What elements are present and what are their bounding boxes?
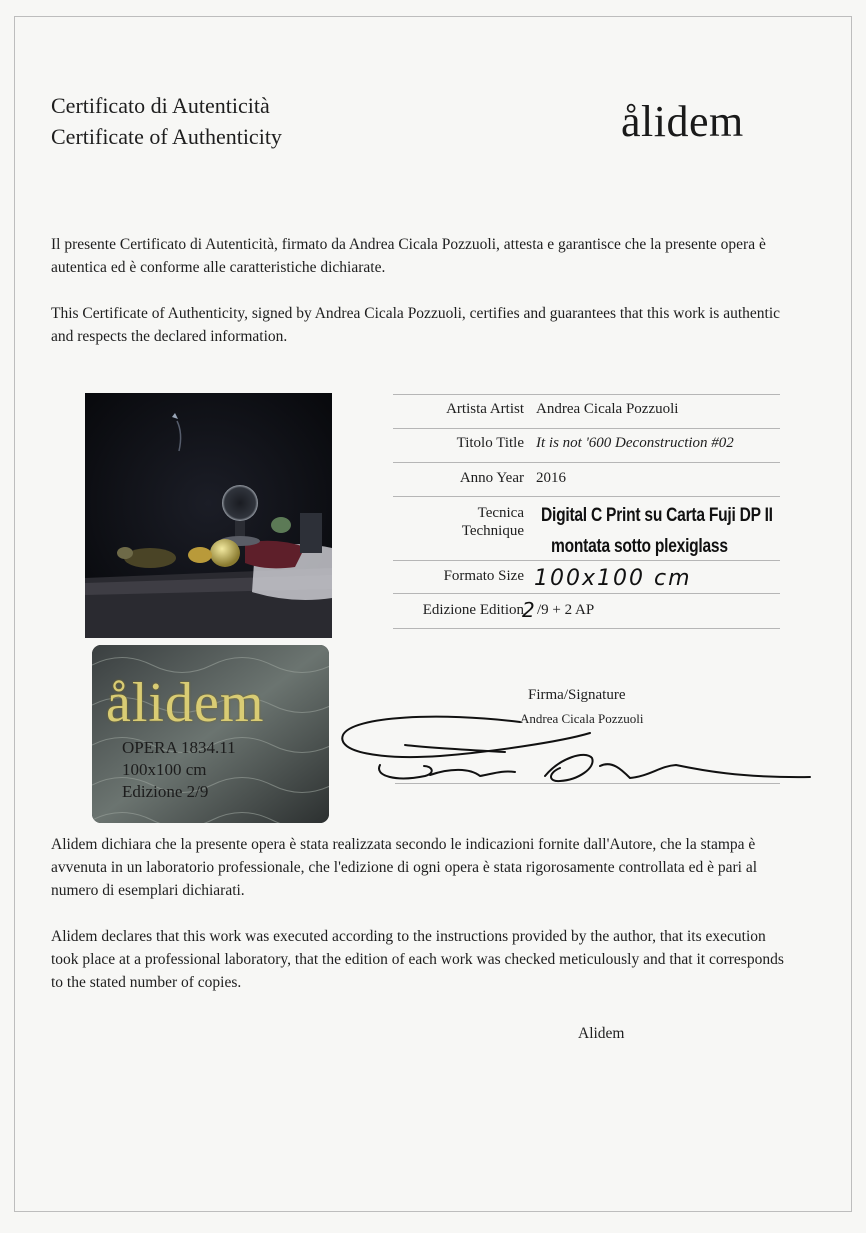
alidem-logo: ålidem bbox=[621, 97, 744, 146]
artist-value: Andrea Cicala Pozzuoli bbox=[536, 401, 679, 417]
technique-value-line1: Digital C Print su Carta Fuji DP II bbox=[541, 505, 773, 526]
closing-signature: Alidem bbox=[578, 1025, 625, 1042]
hologram-size: 100x100 cm bbox=[122, 760, 207, 779]
year-value: 2016 bbox=[536, 470, 566, 486]
intro-italian: Il presente Certificato di Autenticità, firmato da Andrea Cicala Pozzuoli, attesta e garantisce che la presente opera è autentica ed è conforme alle caratteristiche dichiarate. bbox=[51, 236, 766, 276]
artist-label: Artista Artist bbox=[446, 401, 524, 417]
size-label: Formato Size bbox=[443, 568, 524, 584]
size-value-handwritten: 100x100 cm bbox=[534, 566, 692, 591]
hologram-edition: Edizione 2/9 bbox=[122, 782, 209, 801]
hologram-opera: OPERA 1834.11 bbox=[122, 738, 236, 757]
declaration-english: Alidem declares that this work was executed according to the instructions provided by the author, that its execution took place at a professional laboratory, that the edition of each work was checked meticulously and that it corresponds to the stated number of copies. bbox=[51, 928, 784, 991]
signature-printed-name: Andrea Cicala Pozzuoli bbox=[520, 711, 644, 726]
edition-number-handwritten: 2 bbox=[522, 598, 535, 622]
edition-total: /9 + 2 AP bbox=[537, 602, 595, 618]
edition-label: Edizione Edition bbox=[422, 602, 524, 618]
title-italian: Certificato di Autenticità bbox=[51, 93, 270, 118]
declaration-italian: Alidem dichiara che la presente opera è stata realizzata secondo le indicazioni fornite dall'Autore, che la stampa è avvenuta in un laboratorio professionale, che l'edizione di ogni opera è stata rigorosamente controllata ed è pari al numero di esemplari dichiarati. bbox=[51, 836, 758, 899]
year-label: Anno Year bbox=[459, 470, 524, 486]
technique-label-en: Technique bbox=[461, 523, 524, 539]
title-label: Titolo Title bbox=[456, 435, 524, 451]
title-english: Certificate of Authenticity bbox=[51, 124, 282, 149]
title-value: It is not '600 Deconstruction #02 bbox=[536, 435, 734, 451]
technique-label-it: Tecnica bbox=[477, 505, 524, 521]
technique-value-line2: montata sotto plexiglass bbox=[551, 536, 728, 557]
intro-english: This Certificate of Authenticity, signed by Andrea Cicala Pozzuoli, certifies and guarantees that this work is authentic and respects the declared information. bbox=[51, 305, 781, 345]
hologram-brand: ålidem bbox=[106, 672, 265, 734]
signature-label: Firma/Signature bbox=[528, 687, 626, 703]
